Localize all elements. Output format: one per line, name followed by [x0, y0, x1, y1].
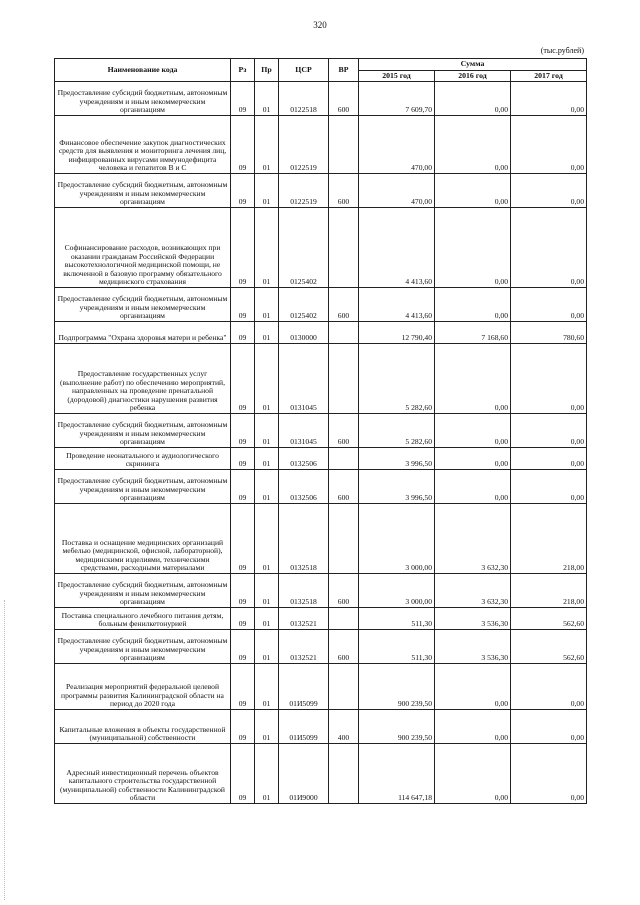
row-2017-cell: 0,00 — [511, 174, 587, 208]
row-csr-cell: 0122518 — [279, 82, 329, 116]
row-rz-cell: 09 — [231, 208, 255, 288]
row-vr-cell — [329, 608, 359, 630]
row-2017-cell: 0,00 — [511, 414, 587, 448]
row-vr-cell: 600 — [329, 414, 359, 448]
table-row — [55, 208, 587, 288]
row-pr-cell: 01 — [255, 448, 279, 470]
row-name-cell: Финансовое обеспечение закупок диагностических средств для выявления и мониторинга лечения лиц, инфицированных вирусами иммунодефицита человека и гепатитов В и С — [55, 116, 231, 174]
row-name-cell: Предоставление государственных услуг (выполнение работ) по обеспечению мероприятий, направленных на проведение пренатальной (дородовой) диагностики нарушения развития ребенка — [55, 344, 231, 414]
row-2016-cell: 0,00 — [435, 448, 511, 470]
row-csr-cell: 0130000 — [279, 322, 329, 344]
row-name-cell: Подпрограмма "Охрана здоровья матери и ребенка" — [55, 322, 231, 344]
row-2015-cell: 900 239,50 — [359, 664, 435, 710]
row-csr-cell: 01И5099 — [279, 710, 329, 744]
row-pr-cell: 01 — [255, 288, 279, 322]
row-vr-cell: 600 — [329, 574, 359, 608]
row-pr-cell: 01 — [255, 574, 279, 608]
row-2017-cell: 0,00 — [511, 288, 587, 322]
row-2016-cell: 0,00 — [435, 344, 511, 414]
row-vr-cell — [329, 664, 359, 710]
row-2015-cell: 470,00 — [359, 116, 435, 174]
header-vr: ВР — [329, 59, 359, 82]
row-2017-cell: 0,00 — [511, 116, 587, 174]
row-pr-cell: 01 — [255, 322, 279, 344]
row-rz-cell: 09 — [231, 414, 255, 448]
row-2015-cell: 7 609,70 — [359, 82, 435, 116]
row-2017-cell: 0,00 — [511, 208, 587, 288]
row-rz-cell: 09 — [231, 744, 255, 804]
row-name-cell: Софинансирование расходов, возникающих при оказании гражданам Российской Федерации высокотехнологичной медицинской помощи, не включенной в базовую программу обязательного медицинского страхования — [55, 208, 231, 288]
row-2015-cell: 470,00 — [359, 174, 435, 208]
row-2016-cell: 0,00 — [435, 174, 511, 208]
table-row — [55, 448, 587, 470]
row-csr-cell: 01И9000 — [279, 744, 329, 804]
row-2015-cell: 3 000,00 — [359, 574, 435, 608]
row-csr-cell: 0125402 — [279, 288, 329, 322]
row-name-cell: Предоставление субсидий бюджетным, автономным учреждениям и иным некоммерческим организациям — [55, 574, 231, 608]
table-row — [55, 630, 587, 664]
row-pr-cell: 01 — [255, 710, 279, 744]
row-pr-cell: 01 — [255, 504, 279, 574]
row-rz-cell: 09 — [231, 504, 255, 574]
row-2017-cell: 218,00 — [511, 504, 587, 574]
row-name-cell: Поставка специального лечебного питания детям, больным фенилкетонурией — [55, 608, 231, 630]
row-csr-cell: 0132521 — [279, 630, 329, 664]
row-2015-cell: 12 790,40 — [359, 322, 435, 344]
row-2017-cell: 0,00 — [511, 82, 587, 116]
row-2016-cell: 3 536,30 — [435, 608, 511, 630]
row-csr-cell: 0132518 — [279, 504, 329, 574]
row-csr-cell: 0132506 — [279, 470, 329, 504]
row-pr-cell: 01 — [255, 470, 279, 504]
row-2016-cell: 3 632,30 — [435, 504, 511, 574]
table-row — [55, 82, 587, 116]
row-vr-cell — [329, 322, 359, 344]
row-name-cell: Проведение неонатального и аудиологического скрининга — [55, 448, 231, 470]
row-pr-cell: 01 — [255, 664, 279, 710]
table-row — [55, 414, 587, 448]
row-name-cell: Предоставление субсидий бюджетным, автономным учреждениям и иным некоммерческим организациям — [55, 414, 231, 448]
row-csr-cell: 0131045 — [279, 414, 329, 448]
row-vr-cell — [329, 448, 359, 470]
row-rz-cell: 09 — [231, 288, 255, 322]
row-2015-cell: 3 996,50 — [359, 470, 435, 504]
table-row — [55, 174, 587, 208]
row-pr-cell: 01 — [255, 174, 279, 208]
units-label: (тыс.рублей) — [540, 46, 584, 55]
table-row — [55, 116, 587, 174]
row-csr-cell: 0131045 — [279, 344, 329, 414]
row-2015-cell: 5 282,60 — [359, 344, 435, 414]
row-csr-cell: 0132521 — [279, 608, 329, 630]
table-row — [55, 504, 587, 574]
row-2015-cell: 4 413,60 — [359, 288, 435, 322]
row-2016-cell: 0,00 — [435, 710, 511, 744]
row-2017-cell: 0,00 — [511, 664, 587, 710]
row-rz-cell: 09 — [231, 630, 255, 664]
table-row — [55, 574, 587, 608]
row-pr-cell: 01 — [255, 744, 279, 804]
header-sum: Сумма — [359, 59, 587, 71]
row-2016-cell: 3 536,30 — [435, 630, 511, 664]
row-2016-cell: 0,00 — [435, 664, 511, 710]
row-pr-cell: 01 — [255, 344, 279, 414]
row-2015-cell: 511,30 — [359, 608, 435, 630]
row-name-cell: Реализация мероприятий федеральной целевой программы развития Калининградской области на период до 2020 года — [55, 664, 231, 710]
row-pr-cell: 01 — [255, 608, 279, 630]
budget-table — [54, 58, 587, 804]
row-rz-cell: 09 — [231, 344, 255, 414]
table-row — [55, 744, 587, 804]
row-vr-cell — [329, 344, 359, 414]
row-2017-cell: 562,60 — [511, 608, 587, 630]
row-name-cell: Предоставление субсидий бюджетным, автономным учреждениям и иным некоммерческим организациям — [55, 630, 231, 664]
table-row — [55, 344, 587, 414]
row-csr-cell: 0132506 — [279, 448, 329, 470]
row-2015-cell: 900 239,50 — [359, 710, 435, 744]
row-2017-cell: 562,60 — [511, 630, 587, 664]
row-csr-cell: 0122519 — [279, 116, 329, 174]
row-name-cell: Предоставление субсидий бюджетным, автономным учреждениям и иным некоммерческим организациям — [55, 82, 231, 116]
row-name-cell: Адресный инвестиционный перечень объектов капитального строительства государственной (муниципальной) собственности Калининградской области — [55, 744, 231, 804]
row-2016-cell: 7 168,60 — [435, 322, 511, 344]
row-2016-cell: 0,00 — [435, 82, 511, 116]
row-2017-cell: 0,00 — [511, 448, 587, 470]
row-vr-cell — [329, 208, 359, 288]
row-name-cell: Предоставление субсидий бюджетным, автономным учреждениям и иным некоммерческим организациям — [55, 288, 231, 322]
row-name-cell: Предоставление субсидий бюджетным, автономным учреждениям и иным некоммерческим организациям — [55, 470, 231, 504]
row-pr-cell: 01 — [255, 630, 279, 664]
row-2015-cell: 4 413,60 — [359, 208, 435, 288]
row-vr-cell: 600 — [329, 288, 359, 322]
row-pr-cell: 01 — [255, 414, 279, 448]
row-2016-cell: 0,00 — [435, 116, 511, 174]
row-vr-cell: 600 — [329, 82, 359, 116]
table-row — [55, 664, 587, 710]
row-vr-cell: 400 — [329, 710, 359, 744]
header-2017: 2017 год — [511, 71, 587, 82]
row-rz-cell: 09 — [231, 664, 255, 710]
row-csr-cell: 0122519 — [279, 174, 329, 208]
row-vr-cell: 600 — [329, 630, 359, 664]
row-rz-cell: 09 — [231, 574, 255, 608]
row-2015-cell: 511,30 — [359, 630, 435, 664]
row-pr-cell: 01 — [255, 82, 279, 116]
row-rz-cell: 09 — [231, 470, 255, 504]
row-2016-cell: 0,00 — [435, 470, 511, 504]
row-rz-cell: 09 — [231, 448, 255, 470]
row-2016-cell: 0,00 — [435, 288, 511, 322]
row-rz-cell: 09 — [231, 710, 255, 744]
row-2015-cell: 3 996,50 — [359, 448, 435, 470]
table-row — [55, 608, 587, 630]
row-name-cell: Капитальные вложения в объекты государственной (муниципальной) собственности — [55, 710, 231, 744]
row-rz-cell: 09 — [231, 608, 255, 630]
row-csr-cell: 01И5099 — [279, 664, 329, 710]
row-2016-cell: 0,00 — [435, 744, 511, 804]
row-2017-cell: 0,00 — [511, 744, 587, 804]
row-2017-cell: 780,60 — [511, 322, 587, 344]
header-name: Наименование кода — [55, 59, 231, 82]
header-2016: 2016 год — [435, 71, 511, 82]
row-vr-cell — [329, 744, 359, 804]
header-rz: Рз — [231, 59, 255, 82]
row-rz-cell: 09 — [231, 82, 255, 116]
page-number: 320 — [313, 20, 327, 30]
row-2016-cell: 0,00 — [435, 414, 511, 448]
table-body — [55, 82, 587, 804]
scan-margin-mark — [4, 600, 7, 900]
row-pr-cell: 01 — [255, 116, 279, 174]
row-csr-cell: 0132518 — [279, 574, 329, 608]
row-vr-cell: 600 — [329, 174, 359, 208]
row-rz-cell: 09 — [231, 116, 255, 174]
row-2017-cell: 218,00 — [511, 574, 587, 608]
row-vr-cell — [329, 504, 359, 574]
row-2015-cell: 3 000,00 — [359, 504, 435, 574]
header-pr: Пр — [255, 59, 279, 82]
row-name-cell: Поставка и оснащение медицинских организаций мебелью (медицинской, офисной, лабораторной), медицинскими изделиями, техническими средствами, расходными материалами — [55, 504, 231, 574]
table-row — [55, 710, 587, 744]
row-2015-cell: 5 282,60 — [359, 414, 435, 448]
row-rz-cell: 09 — [231, 174, 255, 208]
table-row — [55, 470, 587, 504]
row-pr-cell: 01 — [255, 208, 279, 288]
row-name-cell: Предоставление субсидий бюджетным, автономным учреждениям и иным некоммерческим организациям — [55, 174, 231, 208]
row-2016-cell: 0,00 — [435, 208, 511, 288]
header-csr: ЦСР — [279, 59, 329, 82]
row-vr-cell: 600 — [329, 470, 359, 504]
row-2016-cell: 3 632,30 — [435, 574, 511, 608]
table-row — [55, 322, 587, 344]
header-2015: 2015 год — [359, 71, 435, 82]
row-rz-cell: 09 — [231, 322, 255, 344]
row-2015-cell: 114 647,18 — [359, 744, 435, 804]
row-2017-cell: 0,00 — [511, 710, 587, 744]
row-2017-cell: 0,00 — [511, 344, 587, 414]
row-vr-cell — [329, 116, 359, 174]
table-row — [55, 288, 587, 322]
row-2017-cell: 0,00 — [511, 470, 587, 504]
row-csr-cell: 0125402 — [279, 208, 329, 288]
